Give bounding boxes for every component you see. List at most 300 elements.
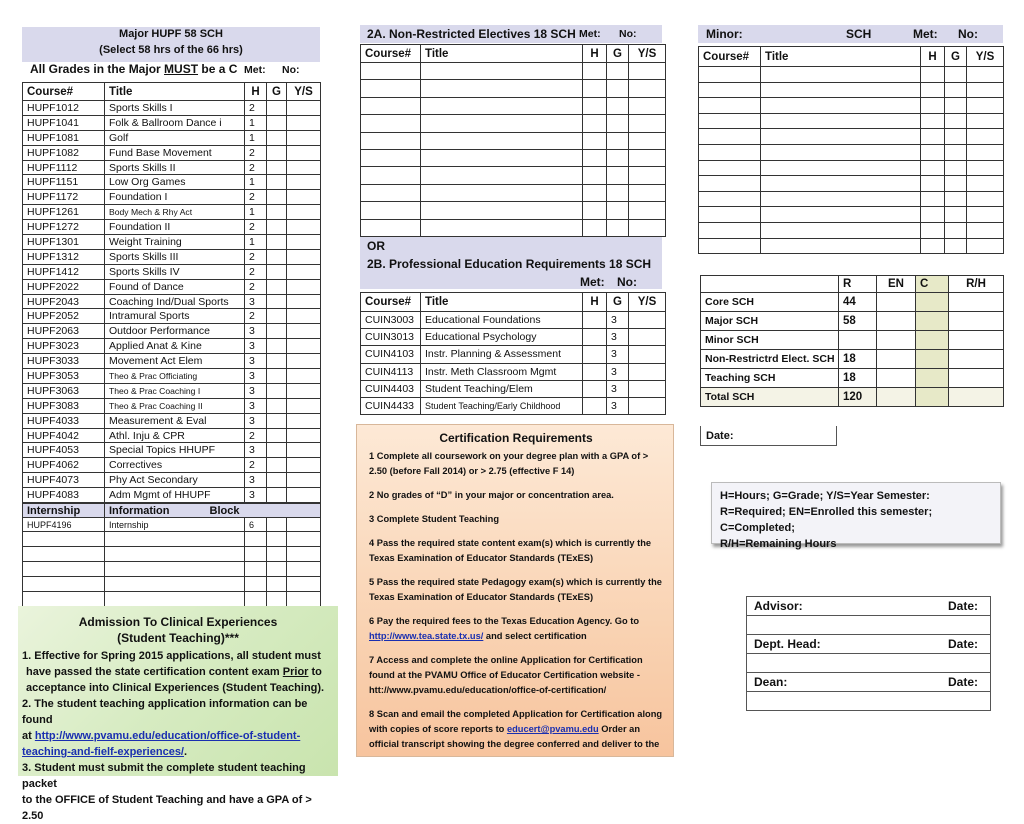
- minor-met-label: Met:: [913, 27, 938, 41]
- course-grade: [267, 473, 287, 488]
- nre-blank-cell: [607, 149, 629, 166]
- course-grade: [267, 115, 287, 130]
- nre-blank-row: [361, 132, 666, 149]
- major-course-row: [23, 264, 321, 279]
- course-grade: [267, 130, 287, 145]
- course-grade: [267, 294, 287, 309]
- minor-blank-cell: [967, 129, 1004, 145]
- major-course-row: [23, 473, 321, 488]
- minor-blank-cell: [699, 238, 761, 254]
- course-number: CUIN4403: [361, 380, 421, 397]
- cert-item-4b: Texas Examination of Educator Standards (TExES): [369, 553, 594, 563]
- nre-blank-row: [361, 202, 666, 219]
- course-number: HUPF2063: [23, 324, 105, 339]
- course-hours: 3: [245, 354, 267, 369]
- course-year-semester: [629, 363, 666, 380]
- course-hours: 3: [607, 346, 629, 363]
- minor-blank-cell: [699, 222, 761, 238]
- minor-blank-cell: [699, 144, 761, 160]
- course-number: HUPF2022: [23, 279, 105, 294]
- course-hours: 3: [245, 413, 267, 428]
- minor-blank-cell: [967, 82, 1004, 98]
- course-title: Movement Act Elem: [105, 354, 245, 369]
- course-year-semester: [287, 324, 321, 339]
- nre-blank-row: [361, 97, 666, 114]
- course-hours: 2: [245, 101, 267, 116]
- course-year-semester: [629, 329, 666, 346]
- blank-cell: [245, 547, 267, 562]
- course-title: Theo & Prac Coaching II: [105, 398, 245, 413]
- dean-blank-row: [747, 692, 991, 711]
- minor-blank-cell: [921, 160, 945, 176]
- minor-blank-cell: [761, 207, 921, 223]
- blank-cell: [267, 562, 287, 577]
- nre-col-g: G: [607, 45, 629, 63]
- blank-cell: [105, 592, 245, 607]
- cert-item-1b: 2.50 (before Fall 2014) or > 2.75 (effective F 14): [369, 466, 575, 476]
- nre-blank-cell: [421, 80, 583, 97]
- cert-title: Certification Requirements: [439, 431, 593, 445]
- nre-blank-cell: [583, 219, 607, 236]
- cert-item-5a: 5 Pass the required state Pedagogy exam(s) which is currently the: [369, 577, 662, 587]
- course-number: HUPF4062: [23, 458, 105, 473]
- course-number: CUIN4113: [361, 363, 421, 380]
- cert-item-7a: 7 Access and complete the online Application for Certification: [369, 655, 643, 665]
- major-note-suffix: be a C: [198, 62, 238, 76]
- course-year-semester: [287, 235, 321, 250]
- nre-blank-row: [361, 219, 666, 236]
- ped-col-ys: Y/S: [629, 293, 666, 312]
- course-title: Adm Mgmt of HHUPF: [105, 488, 245, 503]
- minor-blank-cell: [761, 144, 921, 160]
- summary-label: Major SCH: [701, 312, 839, 331]
- cert-item-6: [369, 614, 663, 644]
- summary-remaining: [949, 369, 1004, 388]
- course-title: Instr. Meth Classroom Mgmt: [421, 363, 583, 380]
- cert-item-8c: Order an: [598, 724, 641, 734]
- ped-course-row: [361, 380, 666, 397]
- dept-blank-row: [747, 654, 991, 673]
- minor-blank-cell: [921, 222, 945, 238]
- major-grade-note: [30, 62, 237, 76]
- advisor-signature-line[interactable]: [747, 597, 991, 616]
- blank-cell: [23, 577, 105, 592]
- nre-col-h: H: [583, 45, 607, 63]
- cert-item-6a: 6 Pay the required fees to the Texas Education Agency. Go to: [369, 616, 640, 626]
- ped-course-row: [361, 363, 666, 380]
- major-course-row: [23, 145, 321, 160]
- minor-course-table: [698, 46, 1004, 254]
- dept-head-signature-line[interactable]: [747, 635, 991, 654]
- student-teaching-link-cont[interactable]: teaching-and-fielf-experiences/: [22, 746, 184, 758]
- admission-item-1b-text: have passed the state certification content exam: [26, 666, 283, 678]
- advisor-label: Advisor:: [754, 599, 803, 613]
- nre-blank-cell: [629, 97, 666, 114]
- course-grade: [267, 101, 287, 116]
- nre-blank-cell: [421, 202, 583, 219]
- ped-course-row: [361, 346, 666, 363]
- course-year-semester: [287, 294, 321, 309]
- minor-col-g: G: [945, 47, 967, 67]
- minor-blank-cell: [945, 160, 967, 176]
- course-grade: [267, 249, 287, 264]
- minor-blank-cell: [967, 160, 1004, 176]
- nre-blank-cell: [607, 115, 629, 132]
- nre-blank-cell: [629, 149, 666, 166]
- summary-remaining: [949, 331, 1004, 350]
- nre-blank-cell: [629, 202, 666, 219]
- admission-title-2: (Student Teaching)***: [117, 631, 239, 645]
- nre-blank-cell: [583, 63, 607, 80]
- ped-course-row: [361, 329, 666, 346]
- nre-title: 2A. Non-Restricted Electives 18 SCH: [367, 27, 576, 41]
- course-grade: [267, 354, 287, 369]
- summary-date-box: [700, 426, 837, 446]
- minor-col-ys: Y/S: [967, 47, 1004, 67]
- nre-blank-cell: [421, 132, 583, 149]
- course-hours: 2: [245, 428, 267, 443]
- signature-table: [746, 596, 991, 711]
- minor-blank-cell: [967, 113, 1004, 129]
- cert-item-8d: official transcript showing the degree conferred and deliver to the: [369, 739, 660, 749]
- blank-cell: [105, 547, 245, 562]
- minor-blank-row: [699, 238, 1004, 254]
- course-grade: [267, 220, 287, 235]
- major-col-title: Title: [105, 83, 245, 101]
- course-number: HUPF3063: [23, 383, 105, 398]
- nre-blank-cell: [421, 149, 583, 166]
- major-col-h: H: [245, 83, 267, 101]
- minor-blank-cell: [945, 82, 967, 98]
- course-number: HUPF1041: [23, 115, 105, 130]
- blank-cell: [105, 562, 245, 577]
- course-hours: 2: [245, 220, 267, 235]
- legend-line-1: H=Hours; G=Grade; Y/S=Year Semester:: [720, 490, 930, 502]
- course-year-semester: [287, 339, 321, 354]
- legend-line-3: R/H=Remaining Hours: [720, 538, 837, 550]
- course-grade: [267, 279, 287, 294]
- course-number: HUPF1082: [23, 145, 105, 160]
- course-hours: 3: [245, 473, 267, 488]
- major-course-row: [23, 398, 321, 413]
- course-grade: [267, 175, 287, 190]
- nre-blank-cell: [607, 184, 629, 201]
- summary-row: [701, 369, 1004, 388]
- course-title: Sports Skills IV: [105, 264, 245, 279]
- major-course-row: [23, 369, 321, 384]
- course-year-semester: [287, 398, 321, 413]
- course-h: [583, 312, 607, 329]
- nre-blank-row: [361, 115, 666, 132]
- minor-blank-cell: [699, 82, 761, 98]
- advisor-date-label: Date:: [947, 599, 978, 613]
- minor-blank-row: [699, 222, 1004, 238]
- admission-item-1c: to: [308, 666, 322, 678]
- minor-blank-cell: [945, 222, 967, 238]
- course-number: HUPF1172: [23, 190, 105, 205]
- course-hours: 1: [245, 115, 267, 130]
- course-hours: 2: [245, 249, 267, 264]
- minor-blank-row: [699, 144, 1004, 160]
- minor-no-label: No:: [958, 27, 978, 41]
- ped-course-row: [361, 312, 666, 329]
- admission-item-1b: [22, 664, 334, 680]
- summary-completed: [916, 388, 949, 407]
- summary-date-label: Date:: [706, 430, 734, 442]
- course-number: HUPF1261: [23, 205, 105, 220]
- minor-blank-row: [699, 129, 1004, 145]
- minor-blank-cell: [761, 176, 921, 192]
- major-course-row: [23, 101, 321, 116]
- tea-link[interactable]: http://www.tea.state.tx.us/: [369, 631, 484, 641]
- minor-blank-row: [699, 191, 1004, 207]
- course-year-semester: [287, 249, 321, 264]
- course-year-semester: [287, 458, 321, 473]
- course-grade: [267, 488, 287, 503]
- course-number: HUPF1301: [23, 235, 105, 250]
- course-title: Sports Skills I: [105, 101, 245, 116]
- course-hours: 2: [245, 145, 267, 160]
- major-course-row: [23, 249, 321, 264]
- minor-blank-cell: [945, 129, 967, 145]
- admission-item-2c: [22, 744, 334, 760]
- course-grade: [267, 160, 287, 175]
- course-title: Foundation I: [105, 190, 245, 205]
- minor-blank-cell: [699, 67, 761, 83]
- course-grade: [267, 458, 287, 473]
- course-grade: [267, 190, 287, 205]
- blank-cell: [245, 562, 267, 577]
- nre-no-label: No:: [619, 28, 637, 40]
- course-hours: 3: [245, 339, 267, 354]
- course-title: Theo & Prac Officiating: [105, 369, 245, 384]
- course-year-semester: [287, 279, 321, 294]
- course-number: HUPF4053: [23, 443, 105, 458]
- course-grade: [267, 324, 287, 339]
- course-hours: 1: [245, 235, 267, 250]
- internship-header-label: Internship: [23, 504, 105, 518]
- internship-hours: 6: [245, 518, 267, 532]
- course-number: HUPF1412: [23, 264, 105, 279]
- summary-completed: [916, 350, 949, 369]
- minor-blank-cell: [699, 207, 761, 223]
- course-title: Sports Skills II: [105, 160, 245, 175]
- course-year-semester: [287, 264, 321, 279]
- minor-blank-cell: [699, 129, 761, 145]
- dean-date-label: Date:: [947, 675, 978, 689]
- summary-required: [839, 331, 877, 350]
- admission-item-3b: to the OFFICE of Student Teaching and have a GPA of > 2.50: [22, 794, 312, 822]
- course-year-semester: [287, 473, 321, 488]
- course-year-semester: [629, 380, 666, 397]
- major-course-row: [23, 413, 321, 428]
- summary-col-rh: R/H: [949, 276, 1004, 293]
- course-number: HUPF1112: [23, 160, 105, 175]
- major-course-row: [23, 458, 321, 473]
- nre-blank-cell: [361, 80, 421, 97]
- course-title: Theo & Prac Coaching I: [105, 383, 245, 398]
- nre-blank-cell: [421, 63, 583, 80]
- course-hours: 2: [245, 160, 267, 175]
- course-year-semester: [629, 312, 666, 329]
- course-number: HUPF1312: [23, 249, 105, 264]
- minor-blank-cell: [945, 144, 967, 160]
- course-year-semester: [287, 309, 321, 324]
- minor-blank-cell: [945, 98, 967, 114]
- course-title: Fund Base Movement: [105, 145, 245, 160]
- minor-blank-row: [699, 207, 1004, 223]
- blank-cell: [267, 592, 287, 607]
- course-year-semester: [287, 354, 321, 369]
- minor-blank-cell: [921, 82, 945, 98]
- course-title: Coaching Ind/Dual Sports: [105, 294, 245, 309]
- admission-item-1a: 1. Effective for Spring 2015 applications, all student must: [22, 650, 321, 662]
- course-title: Instr. Planning & Assessment: [421, 346, 583, 363]
- ped-title: 2B. Professional Education Requirements 18 SCH: [367, 257, 652, 271]
- ped-col-course: Course#: [361, 293, 421, 312]
- course-title: Educational Psychology: [421, 329, 583, 346]
- course-hours: 3: [245, 443, 267, 458]
- course-h: [583, 329, 607, 346]
- minor-blank-cell: [967, 144, 1004, 160]
- nre-blank-cell: [361, 115, 421, 132]
- course-number: HUPF2052: [23, 309, 105, 324]
- minor-blank-cell: [921, 113, 945, 129]
- blank-cell: [245, 592, 267, 607]
- admission-prior: Prior: [282, 666, 309, 678]
- course-h: [583, 363, 607, 380]
- summary-label: Total SCH: [701, 388, 839, 407]
- minor-blank-cell: [967, 238, 1004, 254]
- course-hours: 3: [245, 398, 267, 413]
- minor-blank-cell: [761, 191, 921, 207]
- course-title: Golf: [105, 130, 245, 145]
- minor-blank-cell: [761, 82, 921, 98]
- nre-blank-cell: [607, 202, 629, 219]
- nre-blank-row: [361, 80, 666, 97]
- course-number: HUPF3033: [23, 354, 105, 369]
- course-hours: 2: [245, 279, 267, 294]
- major-col-g: G: [267, 83, 287, 101]
- course-year-semester: [287, 130, 321, 145]
- course-hours: 3: [607, 380, 629, 397]
- blank-cell: [287, 532, 321, 547]
- minor-blank-cell: [921, 238, 945, 254]
- cert-item-1a: 1 Complete all coursework on your degree plan with a GPA of >: [369, 451, 649, 461]
- summary-row: [701, 331, 1004, 350]
- course-number: CUIN3013: [361, 329, 421, 346]
- internship-header-info: [105, 504, 321, 518]
- dean-label: Dean:: [754, 675, 788, 689]
- course-hours: 3: [245, 488, 267, 503]
- cert-item-3: 3 Complete Student Teaching: [369, 514, 499, 524]
- summary-enrolled: [877, 388, 916, 407]
- cert-item-8b: with copies of score reports to: [369, 724, 507, 734]
- course-title: Found of Dance: [105, 279, 245, 294]
- course-number: HUPF1081: [23, 130, 105, 145]
- legend-box: [711, 482, 1001, 550]
- summary-completed: [916, 369, 949, 388]
- blank-cell: [245, 532, 267, 547]
- nre-blank-cell: [583, 80, 607, 97]
- course-title: Intramural Sports: [105, 309, 245, 324]
- major-course-row: [23, 309, 321, 324]
- dean-signature-line[interactable]: [747, 673, 991, 692]
- nre-blank-cell: [607, 219, 629, 236]
- course-title: Phy Act Secondary: [105, 473, 245, 488]
- ped-col-title: Title: [421, 293, 583, 312]
- major-course-row: [23, 324, 321, 339]
- course-number: CUIN3003: [361, 312, 421, 329]
- summary-label: Teaching SCH: [701, 369, 839, 388]
- minor-blank-cell: [761, 113, 921, 129]
- or-label: OR: [367, 239, 385, 253]
- course-h: [583, 346, 607, 363]
- nre-blank-cell: [421, 184, 583, 201]
- internship-grade: [267, 518, 287, 532]
- blank-cell: [105, 532, 245, 547]
- cert-item-7c: htt://www.pvamu.edu/education/office-of-certification/: [369, 685, 607, 695]
- course-title: Applied Anat & Kine: [105, 339, 245, 354]
- course-number: HUPF4042: [23, 428, 105, 443]
- internship-course: HUPF4196: [23, 518, 105, 532]
- major-course-row: [23, 294, 321, 309]
- course-grade: [267, 413, 287, 428]
- major-course-row: [23, 428, 321, 443]
- course-year-semester: [287, 115, 321, 130]
- course-hours: 1: [245, 130, 267, 145]
- major-course-row: [23, 205, 321, 220]
- course-number: HUPF4083: [23, 488, 105, 503]
- minor-blank-cell: [921, 129, 945, 145]
- admission-item-3a: 3. Student must submit the complete student teaching packet: [22, 762, 306, 790]
- course-hours: 2: [245, 190, 267, 205]
- course-title: Body Mech & Rhy Act: [105, 205, 245, 220]
- minor-col-course: Course#: [699, 47, 761, 67]
- cert-item-7b: found at the PVAMU Office of Educator Certification website -: [369, 670, 641, 680]
- cert-item-5b: Texas Examination of Educator Standards (TExES): [369, 592, 594, 602]
- course-title: Foundation II: [105, 220, 245, 235]
- minor-blank-cell: [921, 176, 945, 192]
- minor-blank-cell: [761, 160, 921, 176]
- nre-met-label: Met:: [579, 28, 601, 40]
- course-year-semester: [629, 346, 666, 363]
- course-year-semester: [629, 397, 666, 414]
- blank-cell: [23, 547, 105, 562]
- admission-item-2c-period: .: [184, 746, 188, 758]
- minor-blank-cell: [945, 67, 967, 83]
- summary-table: [700, 275, 1004, 407]
- blank-cell: [267, 532, 287, 547]
- admission-box: [18, 606, 338, 822]
- ped-course-row: [361, 397, 666, 414]
- summary-enrolled: [877, 312, 916, 331]
- nre-blank-cell: [583, 202, 607, 219]
- course-year-semester: [287, 145, 321, 160]
- cert-item-2: 2 No grades of “D” in your major or concentration area.: [369, 490, 614, 500]
- educert-email-link[interactable]: educert@pvamu.edu: [506, 724, 599, 734]
- course-h: [583, 380, 607, 397]
- course-number: HUPF1012: [23, 101, 105, 116]
- course-title: Low Org Games: [105, 175, 245, 190]
- course-title: Educational Foundations: [421, 312, 583, 329]
- course-year-semester: [287, 369, 321, 384]
- student-teaching-link[interactable]: http://www.pvamu.edu/education/office-of-student-: [34, 730, 301, 742]
- summary-remaining: [949, 350, 1004, 369]
- course-number: HUPF4033: [23, 413, 105, 428]
- course-hours: 3: [607, 329, 629, 346]
- summary-enrolled: [877, 369, 916, 388]
